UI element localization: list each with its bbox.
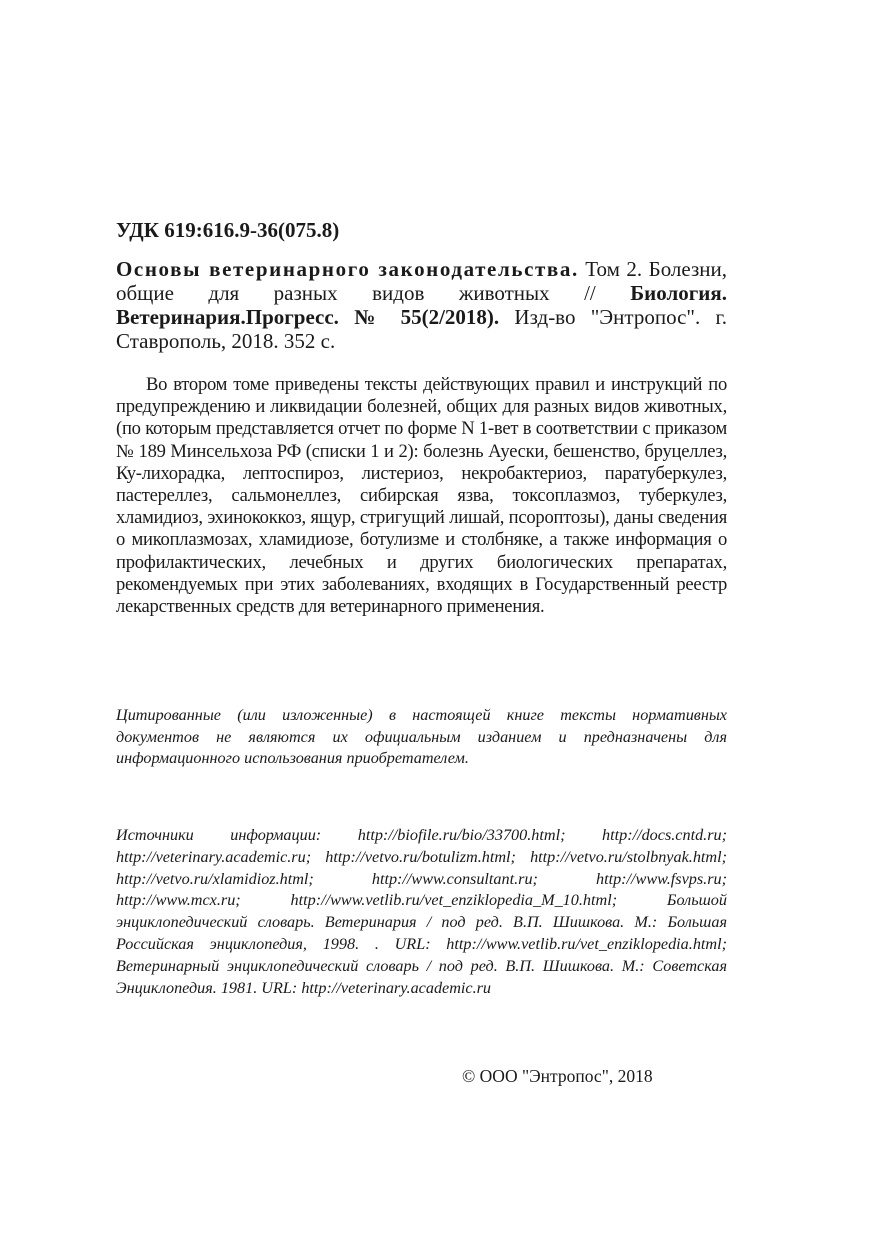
udk-code: УДК 619:616.9-36(075.8) [116,218,340,242]
book-series: Биология. Ветеринария.Прогресс. № 55(2/2018). [116,281,727,329]
book-publisher: Изд-во "Энтропос". г. Ставрополь, 2018. 352 с. [116,305,727,353]
book-volume: Том 2. Болезни, общие для разных видов животных // [116,257,727,305]
abstract-paragraph: Во втором томе приведены тексты действующих правил и инструкций по предупреждению и ликвидации болезней, общих для разных видов животных,(по которым представляется отчет по форме N 1-вет в соответствии с приказом № 189 Минсельхоза РФ (списки 1 и 2): болезнь Ауески, бешенство, бруцеллез, Ку-лихорадка, лептоспироз, листериоз, некробактериоз, паратуберкулез, пастереллез, сальмонеллез, сибирская язва, токсоплазмоз, туберкулез, хламидиоз, эхинококкоз, ящур, стригущий лишай, псороптозы), даны сведения о микоплазмозах, хламидиозе, ботулизме и столбняке, а также информация о профилактических, лечебных и других биологических препаратах, рекомендуемых при этих заболеваниях, входящих в Государственный реестр лекарственных средств для ветеринарного применения. [116,374,727,618]
bibliographic-record [116,257,727,353]
disclaimer-note: Цитированные (или изложенные) в настоящей книге тексты нормативных документов не являются их официальным изданием и предназначены для информационного использования приобретателем. [116,706,727,768]
copyright-notice: © ООО "Энтропос", 2018 [462,1066,653,1086]
sources-list: Источники информации: http://biofile.ru/bio/33700.html; http://docs.cntd.ru; http://veterinary.academic.ru; http://vetvo.ru/botulizm.html; http://vetvo.ru/stolbnyak.html; http://vetvo.ru/xlamidioz.html; http://www.consultant.ru; http://www.fsvps.ru; http://www.mcx.ru; http://www.vetlib.ru/vet_enziklopedia_M_10.html; Большой энциклопедический словарь. Ветеринария / под ред. В.П. Шишкова. М.: Большая Российская энциклопедия, 1998. . URL: http://www.vetlib.ru/vet_enziklopedia.html; Ветеринарный энциклопедический словарь / под ред. В.П. Шишкова. М.: Советская Энциклопедия. 1981. URL: http://veterinary.academic.ru [116,826,727,997]
book-title: Основы ветеринарного законодательства. [116,257,579,281]
